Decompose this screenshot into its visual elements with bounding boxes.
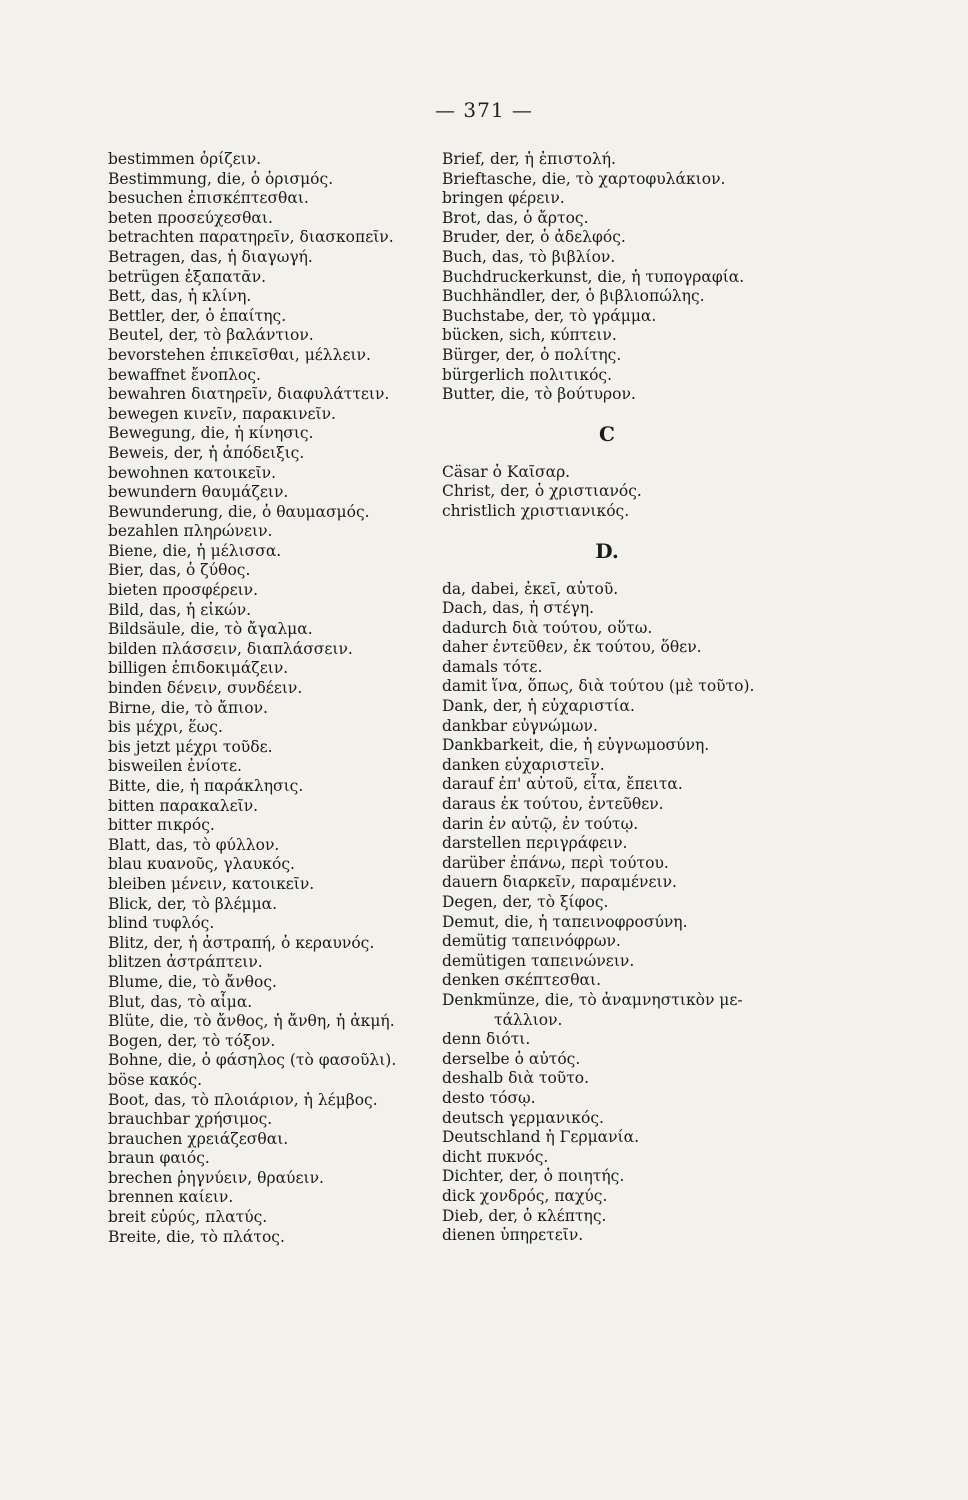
dictionary-entry: Degen, der, τὸ ξίφος. <box>442 893 609 911</box>
dictionary-entry: darüber ἐπάνω, περὶ τούτου. <box>442 853 669 872</box>
dictionary-entry: Bogen, der, τὸ τόξον. <box>108 1031 276 1050</box>
dictionary-entry: christlich χριστιανικός. <box>442 501 630 520</box>
dictionary-entry: Blume, die, τὸ ἄνθος. <box>108 972 277 991</box>
dictionary-entry: deshalb διὰ τοῦτο. <box>442 1069 590 1088</box>
dictionary-entry: deutsch γερμανικός. <box>442 1108 604 1127</box>
dictionary-entry: Bestimmung, die, ὁ ὁρισμός. <box>108 169 334 188</box>
dictionary-entry: Buchstabe, der, τὸ γράμμα. <box>442 306 657 325</box>
dictionary-entry: Brieftasche, die, τὸ χαρτοφυλάκιον. <box>442 169 726 188</box>
dictionary-entry: betrügen ἐξαπατᾶν. <box>108 267 267 286</box>
dictionary-entry: bewahren διατηρεῖν, διαφυλάττειν. <box>108 385 390 404</box>
dictionary-entry: dicht πυκνός. <box>442 1147 549 1166</box>
section-heading-c: C <box>599 421 615 446</box>
dictionary-entry: Denkmünze, die, τὸ ἀναμνηστικὸν με- <box>442 990 743 1009</box>
dictionary-entry: demütig ταπεινόφρων. <box>442 932 621 951</box>
dictionary-entry: bieten προσφέρειν. <box>108 581 259 600</box>
dictionary-entry: bürgerlich πολιτικός. <box>442 365 613 384</box>
dictionary-entry: Bier, das, ὁ ζύθος. <box>108 561 251 580</box>
dictionary-entry: Bild, das, ἡ εἰκών. <box>108 600 252 619</box>
dictionary-entry: bewaffnet ἔνοπλος. <box>108 365 261 384</box>
dictionary-entry: blau κυανοῦς, γλαυκός. <box>108 855 295 874</box>
dictionary-entry: denken σκέπτεσθαι. <box>442 971 602 990</box>
dictionary-entry: bringen φέρειν. <box>442 189 565 208</box>
dictionary-entry: dankbar εὐγνώμων. <box>442 716 598 735</box>
dictionary-entry: dick χονδρός, παχύς. <box>442 1186 608 1205</box>
dictionary-entry: Dankbarkeit, die, ἡ εὐγνωμοσύνη. <box>442 736 710 755</box>
dictionary-entry: damals τότε. <box>442 657 543 676</box>
dictionary-entry: darin ἐν αὐτῷ, ἐν τούτῳ. <box>442 814 639 833</box>
dictionary-entry: danken εὐχαριστεῖν. <box>442 755 605 774</box>
dictionary-entry: bitten παρακαλεῖν. <box>108 796 259 815</box>
dictionary-entry: Dieb, der, ὁ κλέπτης. <box>442 1206 607 1225</box>
dictionary-entry: braun φαιός. <box>108 1149 210 1168</box>
dictionary-entry: Brot, das, ὁ ἄρτος. <box>442 208 589 227</box>
right-column <box>442 150 772 1246</box>
dictionary-entry: bleiben μένειν, κατοικεῖν. <box>108 874 315 893</box>
dictionary-entry: Bewegung, die, ἡ κίνησις. <box>108 424 314 443</box>
dictionary-entry: Dach, das, ἡ στέγη. <box>442 599 595 618</box>
dictionary-entry: Blüte, die, τὸ ἄνθος, ἡ ἄνθη, ἡ ἀκμή. <box>108 1012 395 1031</box>
dictionary-entry: denn διότι. <box>442 1030 531 1049</box>
dictionary-entry: Bett, das, ἡ κλίνη. <box>108 287 252 306</box>
dictionary-entry: Blitz, der, ἡ ἀστραπή, ὁ κεραυνός. <box>108 933 375 952</box>
dictionary-entry: Bettler, der, ὁ ἐπαίτης. <box>108 306 287 325</box>
dictionary-entry: blitzen ἀστράπτειν. <box>108 953 263 972</box>
dictionary-entry: derselbe ὁ αὐτός. <box>442 1049 581 1068</box>
dictionary-entry: Brief, der, ἡ ἐπιστολή. <box>442 150 616 168</box>
left-column <box>108 150 428 1247</box>
dictionary-entry: bis μέχρι, ἕως. <box>108 718 223 737</box>
dictionary-entry: τάλλιον. <box>494 1010 563 1029</box>
dictionary-entry: brauchen χρειάζεσθαι. <box>108 1129 289 1148</box>
dictionary-entry: bezahlen πληρώνειν. <box>108 522 273 541</box>
dictionary-entry: daraus ἐκ τούτου, ἐντεῦθεν. <box>442 795 664 814</box>
dictionary-entry: darstellen περιγράφειν. <box>442 834 628 853</box>
dictionary-entry: bitter πικρός. <box>108 816 215 835</box>
dictionary-entry: Bohne, die, ὁ φάσηλος (τὸ φασοῦλι). <box>108 1051 397 1070</box>
dictionary-entry: Buchdruckerkunst, die, ἡ τυπογραφία. <box>442 267 745 286</box>
dictionary-entry: Demut, die, ἡ ταπεινοφροσύνη. <box>442 912 688 931</box>
dictionary-entry: dienen ὑπηρετεῖν. <box>442 1226 584 1245</box>
dictionary-entry: binden δένειν, συνδέειν. <box>108 679 303 698</box>
dictionary-entry: bewegen κινεῖν, παρακινεῖν. <box>108 404 336 423</box>
dictionary-entry: brauchbar χρήσιμος. <box>108 1110 273 1129</box>
dictionary-entry: demütigen ταπεινώνειν. <box>442 951 635 970</box>
dictionary-entry: Breite, die, τὸ πλάτος. <box>108 1227 285 1246</box>
dictionary-entry: Beutel, der, τὸ βαλάντιον. <box>108 326 314 345</box>
section-heading-d: D. <box>595 538 619 563</box>
dictionary-entry: beten προσεύχεσθαι. <box>108 208 273 227</box>
dictionary-entry: blind τυφλός. <box>108 914 215 933</box>
page-number: — 371 — <box>435 98 533 122</box>
dictionary-entry: Bildsäule, die, τὸ ἄγαλμα. <box>108 620 313 639</box>
dictionary-entry: Dichter, der, ὁ ποιητής. <box>442 1167 625 1186</box>
dictionary-entry: Christ, der, ὁ χριστιανός. <box>442 482 642 501</box>
dictionary-entry: daher ἐντεῦθεν, ἐκ τούτου, ὅθεν. <box>442 638 702 657</box>
dictionary-entry: bis jetzt μέχρι τοῦδε. <box>108 737 273 756</box>
dictionary-entry: Deutschland ἡ Γερμανία. <box>442 1128 640 1147</box>
dictionary-entry: Bewunderung, die, ὁ θαυμασμός. <box>108 502 370 521</box>
dictionary-entry: damit ἵνα, ὅπως, διὰ τούτου (μὲ τοῦτο). <box>442 677 755 696</box>
dictionary-entry: bestimmen ὁρίζειν. <box>108 150 262 168</box>
dictionary-entry: desto τόσῳ. <box>442 1088 536 1107</box>
dictionary-entry: besuchen ἐπισκέπτεσθαι. <box>108 189 309 208</box>
dictionary-entry: Bürger, der, ὁ πολίτης. <box>442 345 622 364</box>
dictionary-entry: betrachten παρατηρεῖν, διασκοπεῖν. <box>108 228 394 247</box>
dictionary-entry: Buchhändler, der, ὁ βιβλιοπώλης. <box>442 287 705 306</box>
dictionary-entry: da, dabei, ἐκεῖ, αὐτοῦ. <box>442 579 619 598</box>
dictionary-entry: bücken, sich, κύπτειν. <box>442 326 617 345</box>
dictionary-entry: Dank, der, ἡ εὐχαριστία. <box>442 697 635 716</box>
dictionary-entry: breit εὐρύς, πλατύς. <box>108 1208 268 1227</box>
dictionary-entry: bilden πλάσσειν, διαπλάσσειν. <box>108 639 353 658</box>
dictionary-entry: bewundern θαυμάζειν. <box>108 483 289 502</box>
dictionary-entry: brennen καίειν. <box>108 1188 234 1207</box>
dictionary-entry: Boot, das, τὸ πλοιάριον, ἡ λέμβος. <box>108 1090 378 1109</box>
dictionary-entry: bevorstehen ἐπικεῖσθαι, μέλλειν. <box>108 345 371 364</box>
dictionary-entry: Blatt, das, τὸ φύλλον. <box>108 835 280 854</box>
dictionary-entry: bewohnen κατοικεῖν. <box>108 463 277 482</box>
dictionary-entry: dadurch διὰ τούτου, οὕτω. <box>442 618 653 637</box>
dictionary-entry: Buch, das, τὸ βιβλίον. <box>442 247 616 266</box>
dictionary-entry: dauern διαρκεῖν, παραμένειν. <box>442 873 677 892</box>
dictionary-entry: darauf ἐπ' αὐτοῦ, εἶτα, ἔπειτα. <box>442 775 683 794</box>
dictionary-entry: Butter, die, τὸ βούτυρον. <box>442 385 636 404</box>
dictionary-entry: brechen ῥηγνύειν, θραύειν. <box>108 1168 324 1187</box>
dictionary-entry: bisweilen ἐνίοτε. <box>108 757 242 776</box>
dictionary-entry: Birne, die, τὸ ἄπιον. <box>108 698 268 717</box>
dictionary-entry: Blick, der, τὸ βλέμμα. <box>108 894 278 913</box>
dictionary-entry: Bitte, die, ἡ παράκλησις. <box>108 777 304 795</box>
dictionary-entry: Cäsar ὁ Καῖσαρ. <box>442 462 571 481</box>
dictionary-entry: Bruder, der, ὁ ἀδελφός. <box>442 228 626 247</box>
dictionary-entry: billigen ἐπιδοκιμάζειν. <box>108 659 289 678</box>
dictionary-entry: Betragen, das, ἡ διαγωγή. <box>108 247 313 266</box>
dictionary-entry: böse κακός. <box>108 1070 203 1089</box>
dictionary-entry: Biene, die, ἡ μέλισσα. <box>108 541 282 560</box>
dictionary-entry: Blut, das, τὸ αἷμα. <box>108 992 253 1011</box>
dictionary-entry: Beweis, der, ἡ ἀπόδειξις. <box>108 443 305 462</box>
